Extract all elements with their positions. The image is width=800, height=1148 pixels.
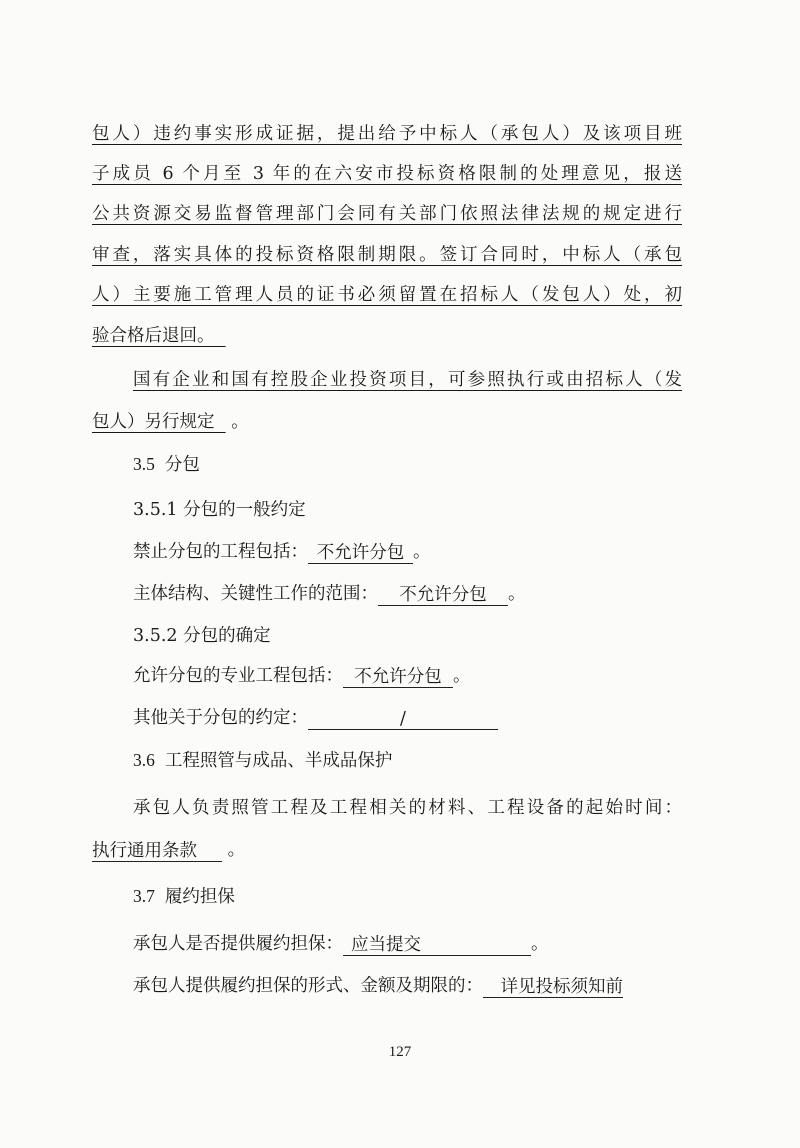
subsection-title: 3.5.1 分包的一般约定 bbox=[133, 500, 306, 520]
filled-value: 不允许分包 bbox=[308, 543, 413, 564]
clause-line: 承包人提供履约担保的形式、金额及期限的： 详见投标须知前 bbox=[133, 976, 623, 997]
paragraph-line: 国有企业和国有控股企业投资项目，可参照执行或由招标人（发 bbox=[133, 370, 682, 390]
section-heading: 3.5 分包 bbox=[133, 454, 200, 475]
clause-line: 承包人是否提供履约担保： 应当提交 。 bbox=[133, 934, 549, 955]
section-heading: 3.7 履约担保 bbox=[133, 886, 235, 907]
paragraph-line: 验合格后退回。 bbox=[92, 326, 215, 346]
page-number: 127 bbox=[388, 1044, 412, 1060]
filled-value: 详见投标须知前 bbox=[483, 977, 623, 998]
section-heading: 3.6 工程照管与成品、半成品保护 bbox=[133, 750, 393, 771]
filled-value: 不允许分包 bbox=[343, 667, 453, 688]
paragraph-line: 公共资源交易监督管理部门会同有关部门依照法律法规的规定进行 bbox=[92, 204, 682, 224]
clause-line: 其他关于分包的约定： / bbox=[133, 706, 498, 730]
subsection-title: 3.5.2 分包的确定 bbox=[133, 626, 271, 646]
filled-value: / bbox=[308, 709, 498, 730]
paragraph-line: 人）主要施工管理人员的证书必须留置在招标人（发包人）处，初 bbox=[92, 285, 682, 305]
paragraph-line: 审查，落实具体的投标资格限制期限。签订合同时，中标人（承包 bbox=[92, 245, 682, 265]
clause-line: 主体结构、关键性工作的范围： 不允许分包 。 bbox=[133, 584, 526, 605]
paragraph-line: 包人）另行规定 。 bbox=[92, 412, 249, 432]
clause-line: 允许分包的专业工程包括： 不允许分包 。 bbox=[133, 666, 471, 687]
clause-line: 禁止分包的工程包括： 不允许分包 。 bbox=[133, 542, 431, 563]
paragraph-line: 包人）违约事实形成证据，提出给予中标人（承包人）及该项目班 bbox=[92, 124, 682, 144]
filled-value: 不允许分包 bbox=[378, 585, 508, 606]
filled-value: 执行通用条款 bbox=[92, 841, 222, 862]
paragraph-line: 子成员 6 个月至 3 年的在六安市投标资格限制的处理意见，报送 bbox=[92, 164, 682, 184]
clause-line: 执行通用条款 。 bbox=[92, 840, 246, 861]
filled-value: 应当提交 bbox=[343, 935, 531, 956]
clause-line: 承包人负责照管工程及工程相关的材料、工程设备的起始时间： bbox=[133, 798, 682, 818]
